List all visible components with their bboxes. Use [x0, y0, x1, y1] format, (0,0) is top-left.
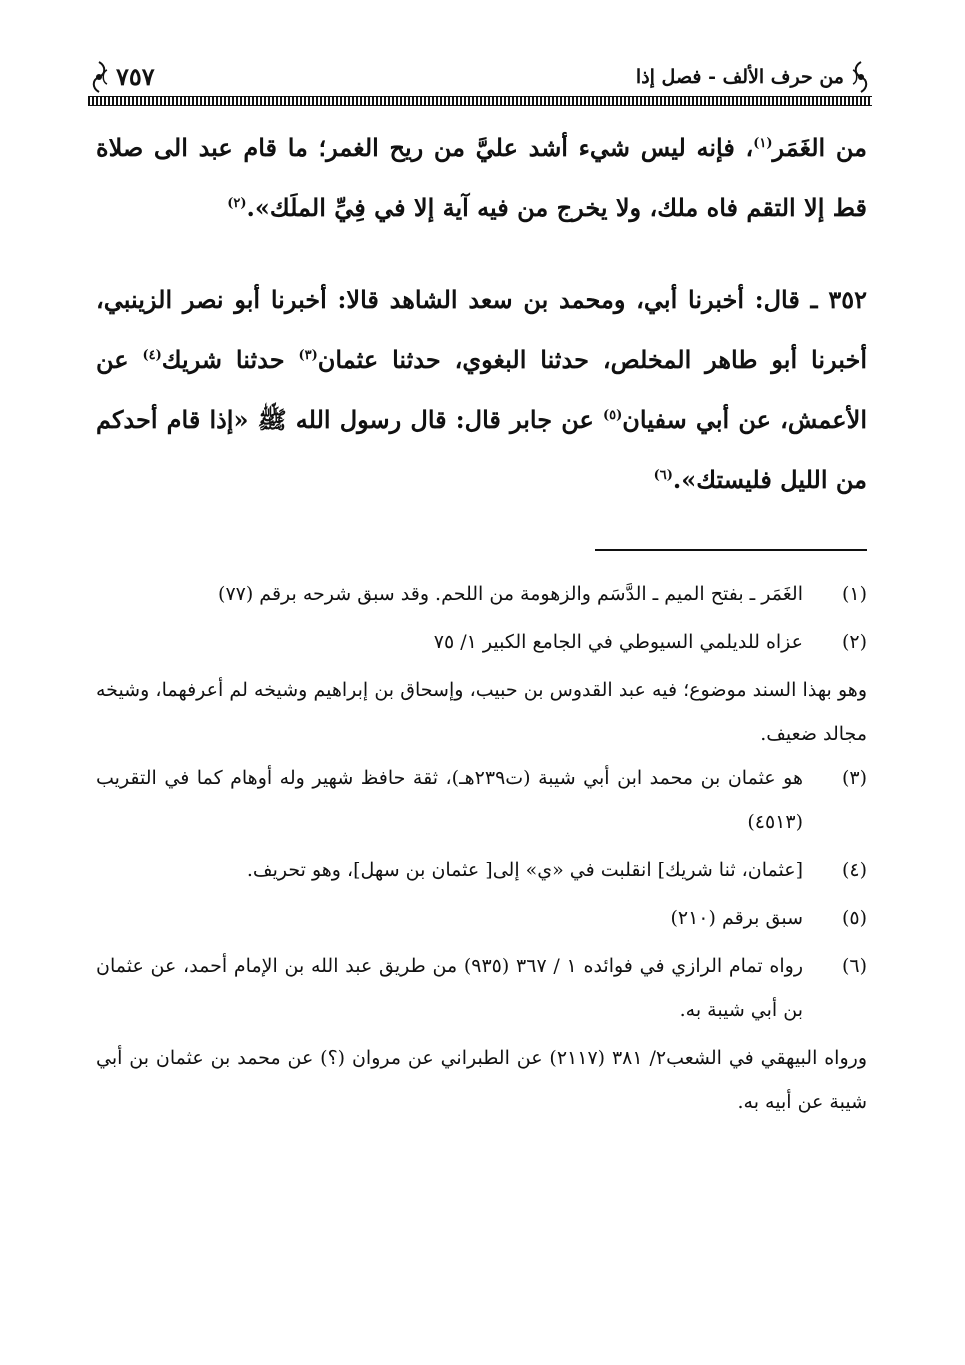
footnote-number: (٤) [841, 859, 867, 881]
footnote-text: [عثمان، ثنا شريك] انقلبت في «ي» إلى[ عثمان بن سهل]، وهو تحريف. [246, 859, 803, 881]
footnote [96, 620, 867, 664]
footnote [96, 572, 867, 616]
footnote-ref[interactable]: (٤) [142, 348, 162, 363]
hadith-352 [96, 270, 867, 510]
page-number: ٧٥٧ [116, 62, 155, 91]
footnote-ref[interactable]: (٣) [298, 348, 318, 363]
footnote-separator [595, 549, 867, 551]
running-title: من حرف الألف - فصل إذا [635, 66, 844, 88]
footnote [96, 896, 867, 940]
footnote [96, 848, 867, 892]
text-segment: عن جابر قال: قال رسول الله ﷺ «إذا قام أحدكم من الليل فليستك». [96, 405, 867, 494]
footnote-text: الغَمَر ـ بفتح الميم ـ الدَّسَم والزهومة من اللحم. وقد سبق شرحه برقم (٧٧) [218, 583, 803, 605]
footnote-continuation: ورواه البيهقي في الشعب٢/ ٣٨١ (٢١١٧) عن الطبراني عن مروان (؟) عن محمد بن عثمان بن أبي شيبة عن أبيه به. [96, 1047, 867, 1113]
text-segment: ٣٥٢ ـ قال: أخبرنا أبي، ومحمد بن سعد الشاهد قالا: أخبرنا أبو نصر الزينبي، أخبرنا أبو طاهر المخلص، حدثنا البغوي، حدثنا عثمان [96, 285, 868, 374]
footnote-number: (١) [841, 583, 867, 605]
footnote-text: عزاه للديلمي السيوطي في الجامع الكبير ١/ ٧٥ [433, 631, 803, 653]
footnote-number: (٣) [841, 767, 867, 789]
paragraph-continuation [96, 118, 867, 238]
footnote [96, 944, 867, 1032]
footnote-number: (٥) [841, 907, 867, 929]
footnotes [96, 572, 867, 1124]
text-segment: عن الأعمش، عن أبي سفيان [96, 345, 867, 434]
header-rule [88, 96, 872, 106]
page-header [88, 56, 872, 106]
footnote-text: سبق برقم (٢١٠) [670, 907, 803, 929]
text-segment: حدثنا شريك [161, 345, 299, 374]
ornament-icon [88, 60, 110, 94]
footnote-continuation: وهو بهذا السند موضوع؛ فيه عبد القدوس بن حبيب، وإسحاق بن إبراهيم وشيخه لم أعرفهما، وشيخه مجالد ضعيف. [96, 679, 867, 745]
footnote-ref[interactable]: (٢) [227, 196, 247, 211]
footnote-ref[interactable]: (٦) [653, 468, 673, 483]
text-segment: ، فإنه ليس شيء أشد عليَّ من ريح الغمر؛ ما قام عبد الى صلاة قط إلا التقم فاه ملك، ولا يخرج من فيه آية إلا في فِيِّ الملَك». [96, 133, 867, 222]
footnote-text: رواه تمام الرازي في فوائده ١ / ٣٦٧ (٩٣٥) من طريق عبد الله بن الإمام أحمد، عن عثمان بن أبي شيبة به. [96, 955, 804, 1021]
footnote-ref[interactable]: (١) [753, 136, 773, 151]
text-segment: من الغَمَر [772, 133, 867, 162]
footnote-text: هو عثمان بن محمد ابن أبي شيبة (ت٢٣٩هـ)، ثقة حافظ شهير وله أوهام كما في التقريب (٤٥١٣) [96, 767, 803, 833]
footnote [96, 756, 867, 844]
ornament-icon [850, 60, 872, 94]
footnote-number: (٦) [841, 955, 867, 977]
footnote-number: (٢) [841, 631, 867, 653]
footnote-ref[interactable]: (٥) [602, 408, 623, 423]
